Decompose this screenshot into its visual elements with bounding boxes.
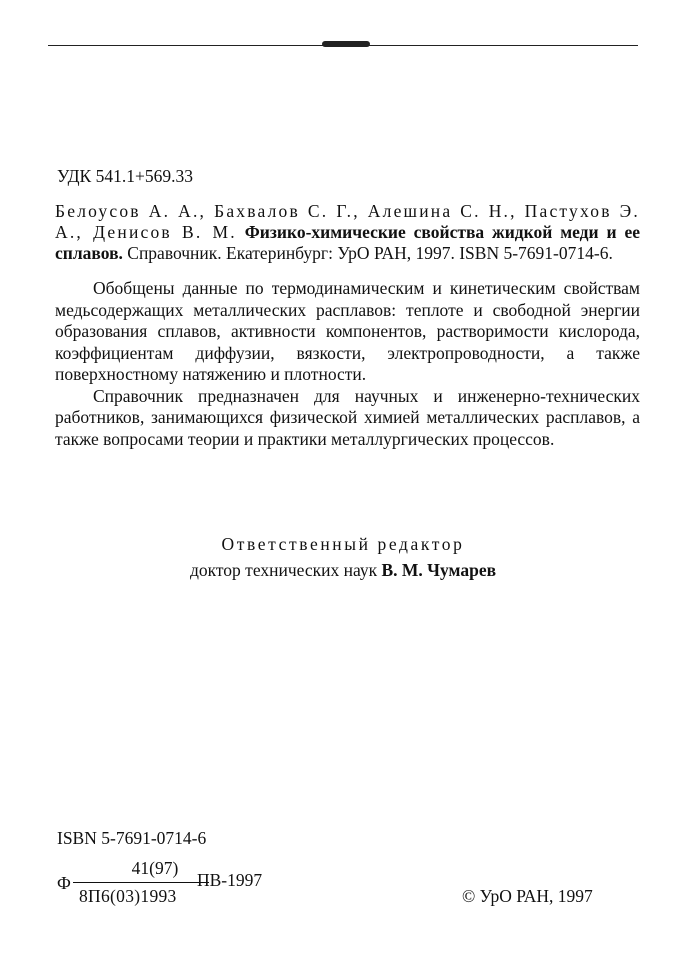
publication-code bbox=[57, 858, 337, 908]
editor-line bbox=[0, 560, 686, 581]
isbn: ISBN 5-7691-0714-6 bbox=[57, 828, 207, 848]
copyright: © УрО РАН, 1997 bbox=[462, 886, 593, 906]
publication-details: Справочник. Екатеринбург: УрО РАН, 1997. ISBN 5-7691-0714-6. bbox=[127, 243, 613, 263]
editor-degree: доктор технических наук bbox=[189, 560, 378, 580]
editor-heading: Ответственный редактор bbox=[221, 534, 465, 554]
book-title: Физико-химические свойства жидкой меди и ее сплавов. bbox=[55, 222, 640, 263]
abstract-paragraph: Обобщены данные по термодинамическим и кинетическим свойствам медьсодержащих металлических расплавов: теплоте и свободной энергии образования сплавов, активности компонентов, растворимости кислорода, коэффициентам диффузии, вязкости, электропроводности, а также поверхностному натяжению и плотности. bbox=[55, 278, 640, 384]
abstract-paragraph: Справочник предназначен для научных и инженерно-технических работников, занимающихся физической химией металлических расплавов, а также вопросами теории и практики металлургических процессов. bbox=[55, 385, 640, 449]
authors: Белоусов А. А., Бахвалов С. Г., Алешина С. Н., Пастухов Э. А., Денисов В. М. bbox=[55, 201, 640, 242]
bibliographic-description bbox=[55, 201, 640, 264]
top-decoration bbox=[322, 41, 370, 47]
abstract bbox=[55, 278, 640, 450]
code-numerator: 41(97) bbox=[131, 858, 179, 878]
fraction-line bbox=[73, 882, 209, 883]
code-denominator: 8П6(03)1993 bbox=[79, 886, 177, 906]
udk-code: УДК 541.1+569.33 bbox=[57, 166, 193, 186]
code-prefix: Ф bbox=[57, 873, 71, 893]
code-suffix: ПВ-1997 bbox=[197, 870, 263, 890]
editor-name: В. М. Чумарев bbox=[381, 560, 497, 580]
